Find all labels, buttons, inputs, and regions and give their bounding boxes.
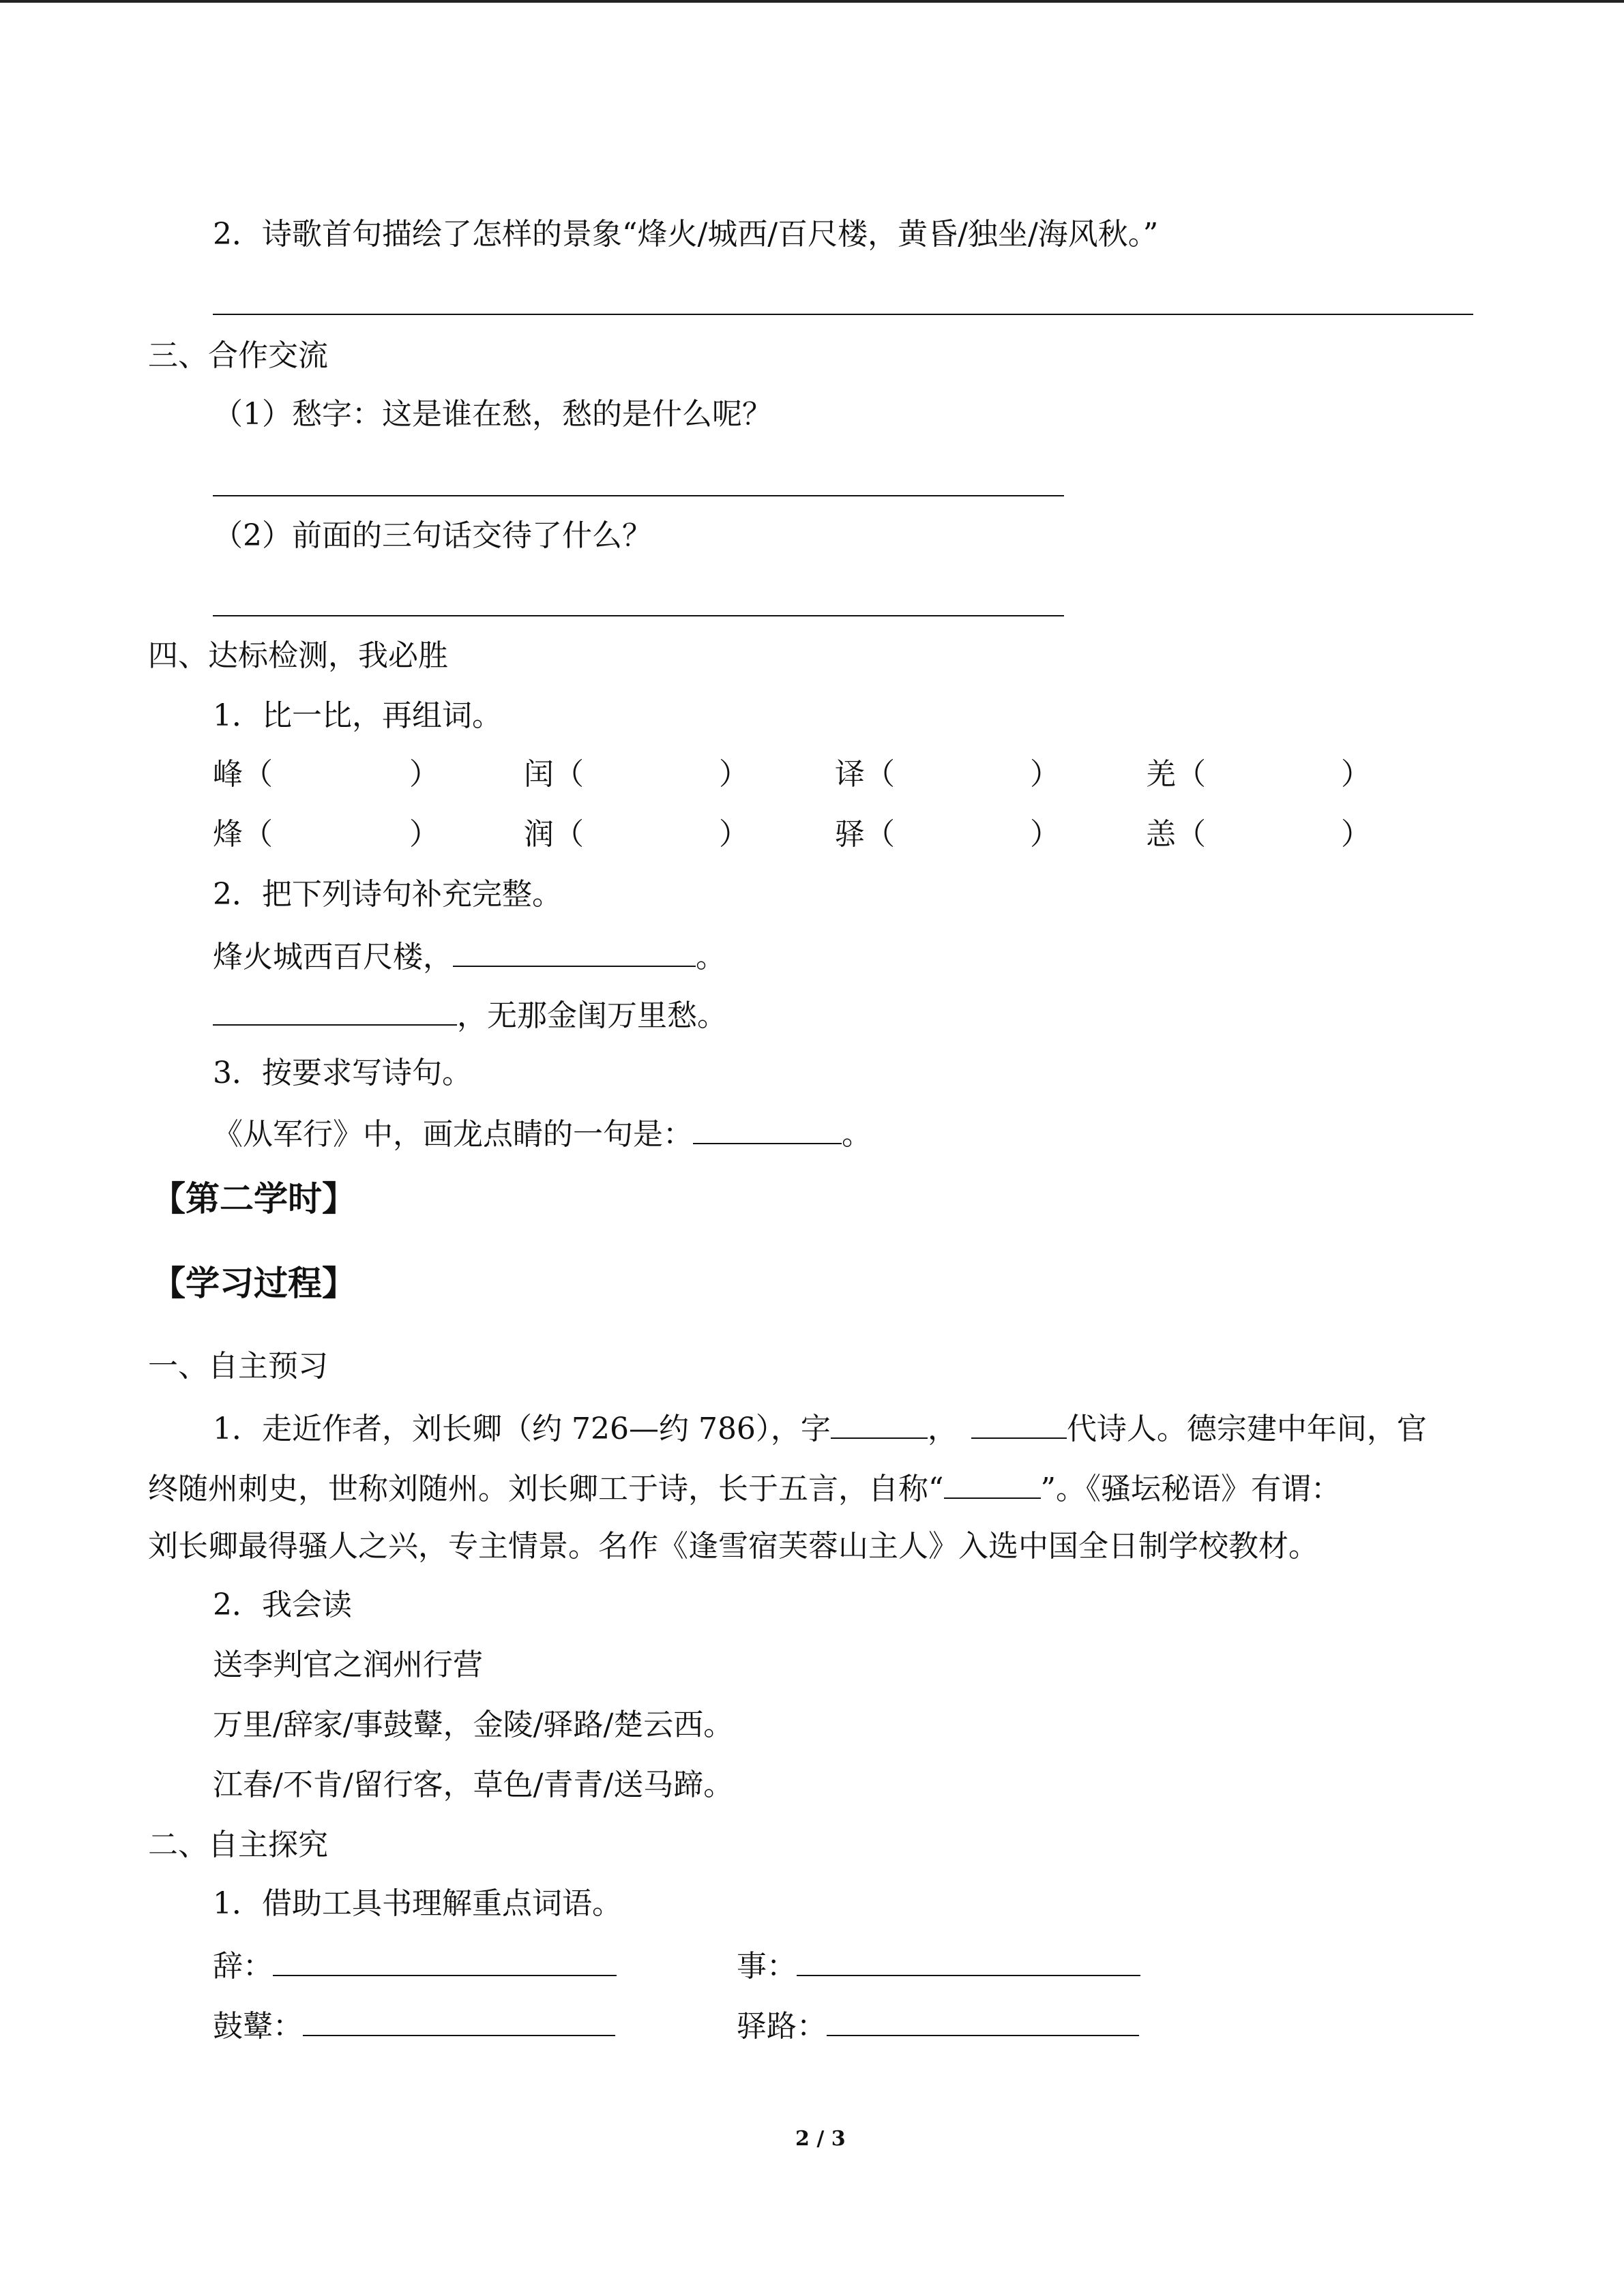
poem-line-1: 万里/辞家/事鼓鼙，金陵/驿路/楚云西。 [213, 1708, 734, 1742]
fill-blank[interactable] [303, 2003, 615, 2036]
section-3-title: 三、合作交流 [148, 338, 328, 373]
section-4-title: 四、达标检测，我必胜 [148, 638, 448, 673]
poem-line-2: 江春/不肯/留行客，草色/青青/送马蹄。 [213, 1768, 734, 1802]
fill-line-3: 《从军行》中，画龙点睛的一句是： 。 [213, 1112, 872, 1155]
compare-paren: ） [1341, 757, 1371, 792]
fill-blank[interactable] [273, 1943, 617, 1976]
compare-char: 恙（ [1146, 817, 1206, 852]
compare-char: 润（ [524, 817, 584, 852]
compare-paren: ） [409, 817, 439, 852]
compare-paren: ） [719, 817, 749, 852]
read-title: 2．我会读 [213, 1587, 352, 1622]
word-gupi: 鼓鼙： [213, 2003, 615, 2047]
answer-line[interactable] [213, 495, 1064, 496]
compare-paren: ） [409, 757, 439, 792]
poem-title: 送李判官之润州行营 [213, 1648, 483, 1682]
section-1-title: 一、自主预习 [148, 1349, 328, 1384]
fill-line-2: ，无那金闺万里愁。 [213, 993, 727, 1037]
answer-line[interactable] [213, 615, 1064, 616]
word-ci: 辞： [213, 1943, 617, 1987]
process-title: 【学习过程】 [151, 1263, 356, 1303]
fill-blank[interactable] [971, 1406, 1067, 1439]
lesson-title: 【第二学时】 [151, 1178, 356, 1219]
compare-char: 烽（ [213, 817, 273, 852]
compare-paren: ） [1030, 757, 1060, 792]
word-shi: 事： [737, 1943, 1140, 1987]
fill-blank[interactable] [831, 1406, 928, 1439]
compare-char: 闰（ [524, 757, 584, 792]
fill-blank[interactable] [693, 1112, 842, 1144]
section-2-title: 二、自主探究 [148, 1828, 328, 1862]
page-number: 2 / 3 [795, 2127, 846, 2151]
compare-char: 峰（ [213, 757, 273, 792]
fill-blank[interactable] [944, 1466, 1041, 1499]
top-border [0, 0, 1624, 3]
compare-paren: ） [1341, 817, 1371, 852]
compare-paren: ） [1030, 817, 1060, 852]
section-3-question-1: （1）愁字：这是谁在愁，愁的是什么呢？ [213, 397, 772, 432]
compare-char: 译（ [835, 757, 895, 792]
section-4-question-3: 3．按要求写诗句。 [213, 1056, 472, 1090]
author-line-1: 1．走近作者，刘长卿（约 726—约 786），字 ， 代诗人。德宗建中年间，官 [213, 1406, 1427, 1450]
compare-char: 羌（ [1146, 757, 1206, 792]
section-3-question-2: （2）前面的三句话交待了什么？ [213, 518, 652, 553]
fill-blank[interactable] [827, 2003, 1139, 2036]
question-2: 2．诗歌首句描绘了怎样的景象“烽火/城西/百尺楼，黄昏/独坐/海风秋。” [213, 217, 1159, 252]
section-4-question-1: 1．比一比，再组词。 [213, 698, 502, 733]
author-line-2: 终随州刺史，世称刘随州。刘长卿工于诗，长于五言，自称“ ”。《骚坛秘语》有谓： [148, 1466, 1341, 1510]
section-4-question-2: 2．把下列诗句补充完整。 [213, 877, 562, 912]
fill-blank[interactable] [453, 934, 696, 967]
compare-char: 驿（ [835, 817, 895, 852]
fill-blank[interactable] [797, 1943, 1140, 1976]
answer-line[interactable] [213, 314, 1473, 315]
compare-paren: ） [719, 757, 749, 792]
section-2-question-1: 1．借助工具书理解重点词语。 [213, 1886, 622, 1921]
author-line-3: 刘长卿最得骚人之兴，专主情景。名作《逢雪宿芙蓉山主人》入选中国全日制学校教材。 [148, 1529, 1318, 1564]
fill-line-1: 烽火城西百尺楼， 。 [213, 934, 726, 978]
word-yilu: 驿路： [737, 2003, 1139, 2047]
fill-blank[interactable] [213, 993, 457, 1026]
